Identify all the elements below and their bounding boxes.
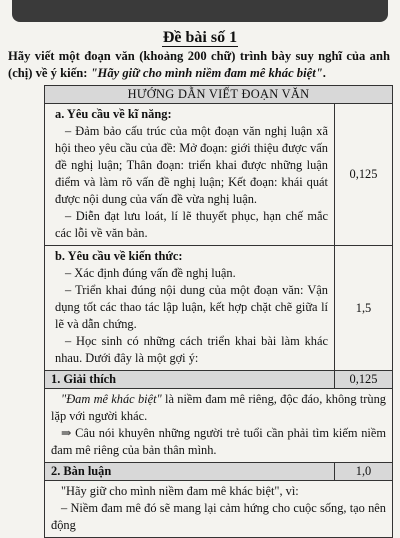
section-knowledge-row	[45, 246, 393, 371]
banner-title	[12, 0, 388, 2]
part1-line-rest: là niềm đam mê riêng, độc đáo, không trùng lặp với người khác.	[51, 392, 386, 423]
part1-header-row	[45, 371, 393, 389]
part1-score: 0,125	[335, 371, 393, 389]
exam-title	[0, 29, 400, 47]
section-skills-row	[45, 104, 393, 246]
guide-heading-row	[45, 86, 393, 104]
exam-title-text: Đề bài số 1	[162, 29, 238, 46]
part2-score: 1,0	[335, 463, 393, 481]
prompt-text: Hãy viết một đoạn văn (khoảng 200 chữ) trình bày suy nghĩ của anh (chị) về ý kiến:	[8, 49, 390, 80]
part2-label: 2. Bàn luận	[45, 463, 335, 481]
section-skills-title: a. Yêu cầu về kĩ năng:	[55, 107, 172, 121]
prompt-quote: "Hãy giữ cho mình niềm đam mê khác biệt"	[90, 66, 323, 80]
prompt-end: .	[322, 66, 326, 80]
section-skills	[45, 104, 335, 246]
part1-quote: "Đam mê khác biệt"	[61, 392, 162, 406]
part1-body-row	[45, 389, 393, 463]
section-skills-line: – Đảm bảo cấu trúc của một đoạn văn nghị luận xã hội theo yêu cầu của đề: Mở đoạn: giới thiệu được vấn đề nghị luận; Thân đoạn: triển khai được những luận điểm và làm rõ vấn đề nghị luận; Kết đoạn: khái quát được nội dung của vấn đề vừa nghị luận.	[55, 124, 328, 206]
exam-prompt	[8, 48, 390, 82]
part2-line: "Hãy giữ cho mình niềm đam mê khác biệt", vì:	[61, 484, 299, 498]
part2-line: – Niềm đam mê đó sẽ mang lại cảm hứng cho cuộc sống, tạo nên động	[51, 501, 386, 532]
section-skills-score: 0,125	[335, 104, 393, 246]
part2-header-row	[45, 463, 393, 481]
part1-body	[45, 389, 393, 463]
part1-label: 1. Giải thích	[45, 371, 335, 389]
section-knowledge	[45, 246, 335, 371]
section-skills-line: – Diễn đạt lưu loát, lí lẽ thuyết phục, hạn chế mắc các lỗi về văn bản.	[55, 209, 328, 240]
guide-table	[44, 85, 393, 538]
section-knowledge-title: b. Yêu cầu về kiến thức:	[55, 249, 183, 263]
part2-body	[45, 481, 393, 538]
section-knowledge-score: 1,5	[335, 246, 393, 371]
section-knowledge-line: – Triển khai đúng nội dung của một đoạn văn: Vận dụng tốt các thao tác lập luận, kết hợp chặt chẽ giữa lí lẽ và dẫn chứng.	[55, 283, 328, 331]
section-knowledge-line: – Xác định đúng vấn đề nghị luận.	[65, 266, 236, 280]
part1-line: ⇒ Câu nói khuyên những người trẻ tuổi cần phải tìm kiếm niềm đam mê riêng của bản thân mình.	[51, 426, 386, 457]
top-banner	[12, 0, 388, 22]
section-knowledge-line: – Học sinh có những cách triển khai bài làm khác nhau. Dưới đây là một gợi ý:	[55, 334, 328, 365]
part1-line	[51, 391, 386, 425]
part2-body-row	[45, 481, 393, 538]
guide-heading: HƯỚNG DẪN VIẾT ĐOẠN VĂN	[45, 86, 393, 104]
